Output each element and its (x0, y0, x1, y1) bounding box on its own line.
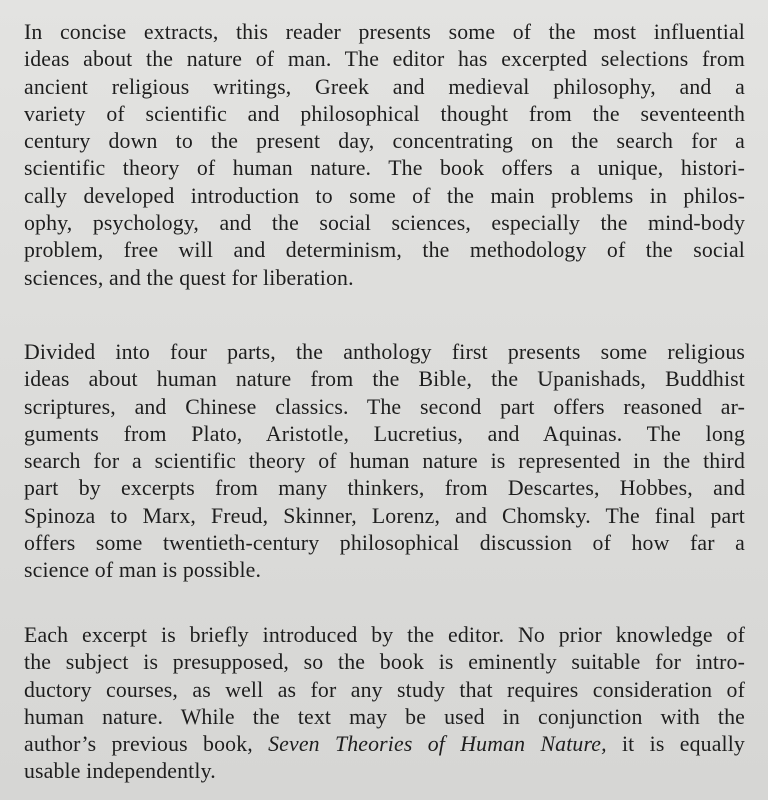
text-line: science of man is possible. (24, 558, 262, 583)
text-line: Divided into four parts, the anthology first presents some religious (24, 340, 745, 364)
text-line: ancient religious writings, Greek and medieval philosophy, and a (24, 74, 745, 99)
text-segment: author’s previous book, (24, 732, 269, 757)
text-line: variety of scientific and philosophical thought from the seventeenth (24, 101, 745, 126)
text-line: ductory courses, as well as for any study that requires consideration of (24, 677, 745, 702)
text-line: ideas about human nature from the Bible, the Upanishads, Buddhist (24, 367, 745, 392)
text-line: usable independently. (24, 759, 216, 784)
text-line: part by excerpts from many thinkers, from Descartes, Hobbes, and (24, 476, 745, 501)
text-line: problem, free will and determinism, the methodology of the social (24, 238, 745, 263)
text-line: In concise extracts, this reader presents some of the most influential (24, 20, 745, 44)
paragraph-3 (24, 622, 745, 786)
text-line: guments from Plato, Aristotle, Lucretius, and Aquinas. The long (24, 421, 745, 446)
text-line: offers some twentieth-century philosophical discussion of how far a (24, 531, 745, 556)
text-line: sciences, and the quest for liberation. (24, 265, 354, 290)
paragraph-2 (24, 339, 745, 585)
text-line: century down to the present day, concentrating on the search for a (24, 129, 745, 154)
book-title: Seven Theories of Human Nature, (268, 732, 607, 757)
text-line: scientific theory of human nature. The book offers a unique, histori- (24, 156, 745, 181)
text-segment: it is equally (606, 732, 745, 757)
text-line: cally developed introduction to some of the main problems in philos- (24, 183, 745, 208)
paragraph-1 (24, 19, 745, 292)
text-line: human nature. While the text may be used in conjunction with the (24, 704, 745, 729)
text-line: Each excerpt is briefly introduced by the editor. No prior knowledge of (24, 623, 745, 647)
text-line: scriptures, and Chinese classics. The second part offers reasoned ar- (24, 394, 745, 419)
text-line: the subject is presupposed, so the book is eminently suitable for intro- (24, 650, 745, 675)
text-line: ophy, psychology, and the social sciences, especially the mind-body (24, 211, 745, 236)
text-line: ideas about the nature of man. The editor has excerpted selections from (24, 47, 745, 72)
text-line-with-title (24, 731, 745, 758)
text-line: Spinoza to Marx, Freud, Skinner, Lorenz, and Chomsky. The final part (24, 503, 745, 528)
text-line: search for a scientific theory of human nature is represented in the third (24, 449, 745, 474)
